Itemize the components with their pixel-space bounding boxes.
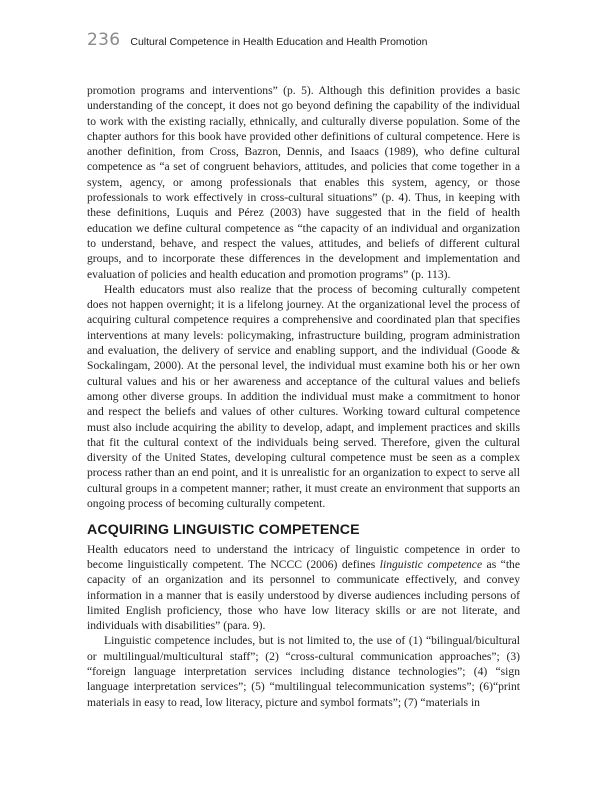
paragraph-1: promotion programs and interventions” (p. 5). Although this definition provides a basic understanding of the concept, it does not go beyond defining the capability of the individual to work with the existing racially, ethnically, and culturally diverse population. Some of the chapter authors for this book have provided other definitions of cultural competence. Here is another definition, from Cross, Bazron, Dennis, and Isaacs (1989), who define cultural competence as “a set of congruent behaviors, attitudes, and policies that come together in a system, agency, or among professionals that enables this system, agency, or those professionals to work effectively in cross-cultural situations” (p. 4). Thus, in keeping with these definitions, Luquis and Pérez (2003) have suggested that in the field of health education we define cultural competence as “the capacity of an individual and organization to understand, behave, and respect the values, attitudes, and beliefs of different cultural groups, and to incorporate these differences in the development and implementation and evaluation of policies and health education and promotion programs” (p. 113). (87, 84, 520, 281)
running-title: Cultural Competence in Health Education and Health Promotion (130, 36, 428, 48)
section-heading: ACQUIRING LINGUISTIC COMPETENCE (87, 522, 360, 539)
defined-term: linguistic competence (379, 557, 483, 571)
paragraph-3-text-a: Health educators need to understand the intricacy of linguistic competence in order to become linguistically competent. The NCCC (2006) defines (87, 542, 520, 571)
page-number: 236 (87, 30, 121, 50)
body-text (87, 83, 520, 710)
paragraph-3 (87, 542, 520, 634)
paragraph-3-text-b: as “the capacity of an organization and its personnel to communicate effectively, and convey information in a manner that is easily understood by diverse audiences including persons of limited English proficiency, those who have low literacy skills or are not literate, and individuals with disabilities” (para. 9). (87, 557, 520, 633)
paragraph-4: Linguistic competence includes, but is not limited to, the use of (1) “bilingual/bicultural or multilingual/multicultural staff”; (2) “cross-cultural communication approaches”; (3) “foreign language interpretation services including distance technologies”; (4) “sign language interpretation services”; (5) “multilingual telecommunication systems”; (6)“print materials in easy to read, low literacy, picture and symbol formats”; (7) “materials in (87, 634, 520, 709)
running-head (87, 30, 564, 54)
paragraph-2: Health educators must also realize that the process of becoming culturally competent does not happen overnight; it is a lifelong journey. At the organizational level the process of acquiring cultural competence requires a comprehensive and coordinated plan that specifies interventions at many levels: policymaking, infrastructure building, program administration and evaluation, the delivery of service and enabling support, and the individual (Goode & Sockalingam, 2000). At the personal level, the individual must examine both his or her own cultural values and his or her awareness and acceptance of the cultural values and beliefs among other diverse groups. In addition the individual must make a commitment to honor and respect the beliefs and values of other cultures. Working toward cultural competence must also include acquiring the ability to develop, adapt, and implement practices and skills that fit the cultural context of the individuals being served. Therefore, given the cultural diversity of the United States, developing cultural competence must be seen as a complex process rather than an end point, and it is unrealistic for an organization to expect to serve all cultural groups in a competent manner; rather, it must create an environment that supports an ongoing process of becoming culturally competent. (87, 282, 520, 511)
